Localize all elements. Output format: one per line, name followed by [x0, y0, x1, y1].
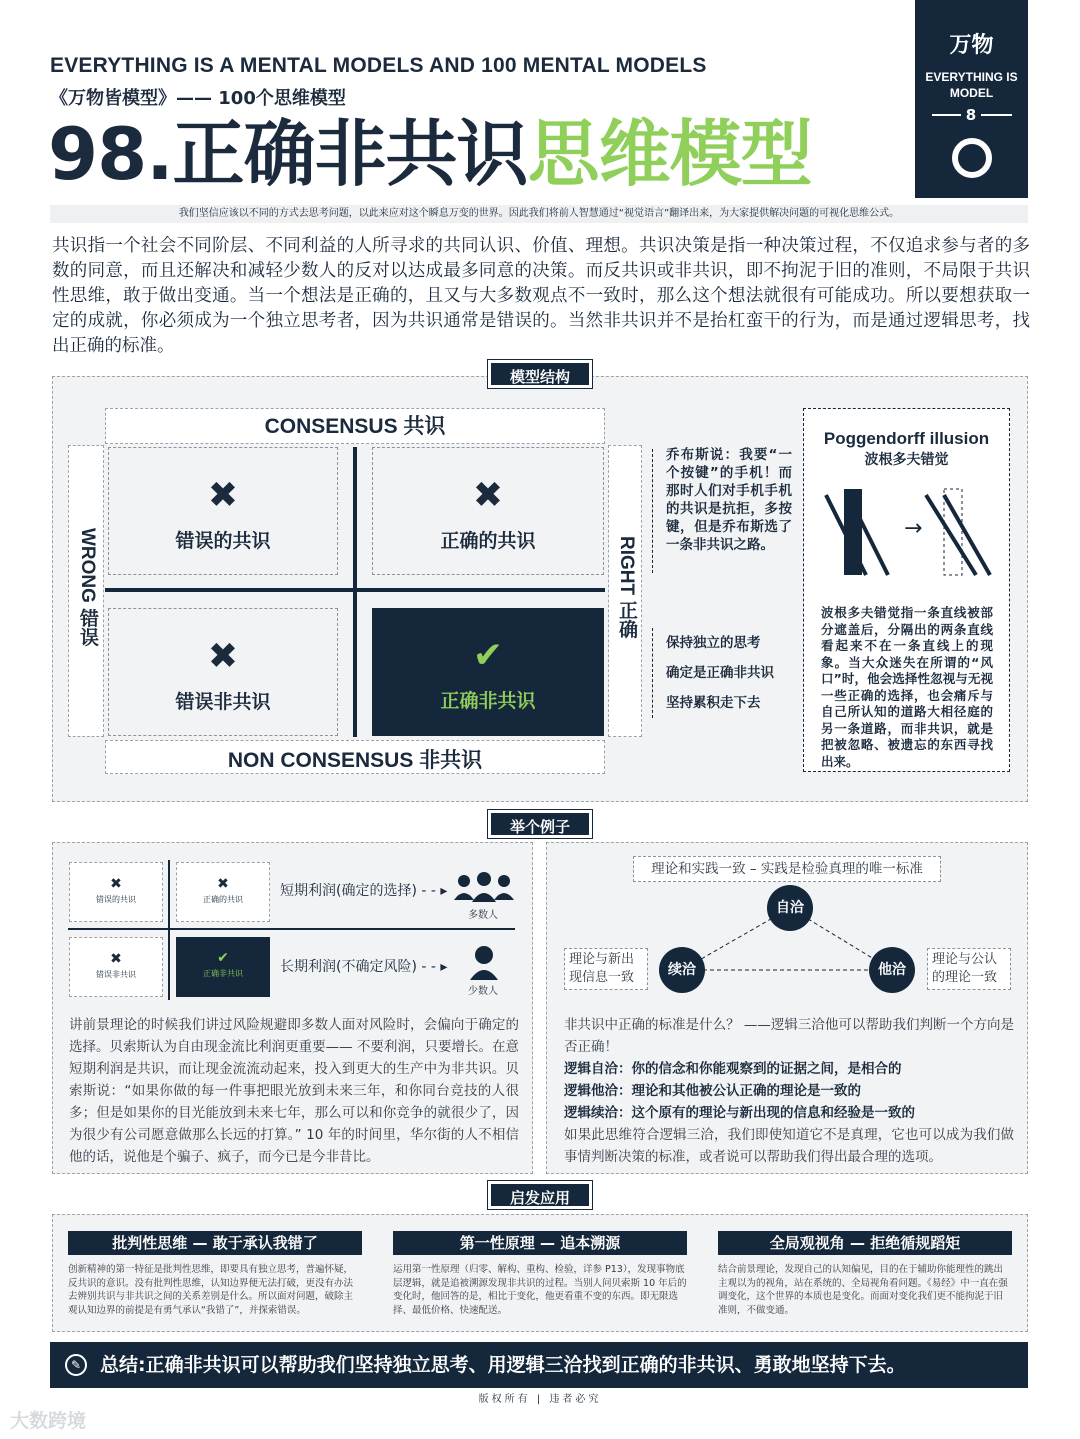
cell-wrong-consensus — [108, 447, 338, 575]
application-title-critical-thinking: 批判性思维 — 敢于承认我错了 — [68, 1231, 362, 1255]
small-cell-label: 错误非共识 — [96, 970, 136, 979]
left-axis-label: WRONG 错误 — [77, 528, 98, 647]
note-new-info: 理论与新出现信息一致 — [564, 948, 648, 990]
cross-icon: ✖ — [207, 475, 239, 516]
long-term-label: 长期利润(不确定风险) — [280, 959, 417, 975]
top-axis-label: CONSENSUS 共识 — [264, 415, 446, 438]
cross-icon: ✖ — [217, 876, 229, 892]
illusion-title-cn: 波根多夫错觉 — [864, 452, 949, 468]
page-title — [48, 112, 812, 196]
step-item: 确定是正确非共识 — [666, 665, 774, 681]
cross-icon: ✖ — [110, 876, 122, 892]
application-body-global-view: 结合前景理论，发现自己的认知偏见，目的在于辅助你能理性的跳出主观以为的视角，站在系统的、全局视角看问题。《易经》中一直在强调变化，这个世界的本质也是变化。而面对变化我们更不能拘泥于旧准则，不做变通。 — [718, 1264, 1008, 1316]
illusion-description: 波根多夫错觉指一条直线被部分遮盖后，分隔出的两条直线看起来不在一条直线上的现象。当大众迷失在所谓的“风口”时，他会选择性忽视与无视一些正确的选择，也会痛斥与自己所认知的道路大相径庭的另一条道路，而非共识，就是把被忽略、被遗忘的东西寻找出来。 — [821, 605, 993, 769]
small-cell-right-consensus — [176, 862, 270, 922]
node-other-consistent: 他洽 — [869, 947, 915, 993]
header-chinese-subtitle: 《万物皆模型》—— 100个思维模型 — [50, 88, 346, 109]
bottom-axis-label: NON CONSENSUS 非共识 — [227, 749, 483, 772]
short-term-profit — [280, 880, 447, 900]
illusion-diagram — [804, 483, 1009, 593]
logic-item — [564, 1058, 1014, 1080]
jobs-quote: 乔布斯说：我要“一个按键”的手机！而那时人们对手机手机的共识是抗拒，多按键，但是乔布斯选了一条非共识之路。 — [666, 447, 792, 553]
header-english-title: EVERYTHING IS A MENTAL MODELS AND 100 MENTAL MODELS — [50, 54, 707, 77]
page-title-main: 98.正确非共识 — [48, 112, 528, 196]
step-item: 坚持累积走下去 — [666, 695, 761, 711]
example-vertical-axis — [168, 860, 170, 1000]
long-term-profit — [280, 956, 447, 976]
small-cell-label: 错误的共识 — [96, 895, 136, 904]
illusion-box — [803, 408, 1010, 772]
summary-bar — [50, 1342, 1028, 1388]
brand-tagline: EVERYTHING IS MODEL — [925, 70, 1018, 100]
small-cell-label: 正确的共识 — [203, 895, 243, 904]
note-accepted-theory: 理论与公认的理论一致 — [927, 948, 1011, 990]
logic-key: 逻辑续洽： — [564, 1105, 632, 1121]
arrow-icon: → — [904, 516, 923, 541]
small-cell-wrong-non-consensus — [69, 937, 163, 997]
arrow-icon: - - ▸ — [416, 883, 448, 899]
brand-mark: 8 — [961, 104, 981, 126]
steps-bracket — [652, 628, 655, 718]
logic-list — [564, 1058, 1014, 1124]
copyright-notice: 版权所有 | 违者必究 — [478, 1394, 602, 1405]
node-self-consistent: 自洽 — [767, 885, 813, 931]
cross-icon: ✖ — [472, 475, 504, 516]
people-group-icon — [452, 872, 516, 902]
check-icon: ✔ — [217, 950, 229, 966]
summary-text: 总结:正确非共识可以帮助我们坚持独立思考、用逻辑三洽找到正确的非共识、勇敢地坚持下去。 — [100, 1354, 906, 1376]
watermark: 大数跨境 — [10, 1410, 87, 1432]
step-item: 保持独立的思考 — [666, 635, 761, 651]
node-continuous-consistent: 续洽 — [659, 947, 705, 993]
logic-value: 你的信念和你能观察到的证据之间，是相合的 — [631, 1061, 902, 1077]
logic-item — [564, 1080, 1014, 1102]
logic-intro: 非共识中正确的标准是什么？ ——逻辑三洽他可以帮助我们判断一个方向是否正确！ — [564, 1017, 1014, 1055]
logic-key: 逻辑他洽： — [564, 1083, 632, 1099]
person-icon — [468, 944, 500, 980]
cell-right-non-consensus — [372, 608, 604, 736]
ring-icon — [952, 138, 992, 178]
intro-banner: 我们坚信应该以不同的方式去思考问题，以此来应对这个瞬息万变的世界。因此我们将前人智慧通过“视觉语言”翻译出来，为大家提供解决问题的可视化思维公式。 — [50, 205, 1028, 223]
summary-icon: ✎ — [65, 1354, 87, 1376]
majority-label: 多数人 — [468, 910, 498, 921]
cell-label: 错误非共识 — [175, 691, 271, 713]
logic-key: 逻辑自洽： — [564, 1061, 632, 1077]
cross-icon: ✖ — [110, 951, 122, 967]
check-icon: ✔ — [472, 635, 504, 676]
brand-badge — [915, 0, 1028, 198]
application-title-global-view: 全局观视角 — 拒绝循规蹈矩 — [718, 1231, 1012, 1255]
theory-practice-title: 理论和实践一致 – 实践是检验真理的唯一标准 — [633, 856, 941, 882]
small-cell-right-non-consensus — [176, 937, 270, 997]
application-title-first-principle: 第一性原理 — 追本溯源 — [393, 1231, 687, 1255]
quote-bracket — [652, 449, 655, 573]
section-label-example: 举个例子 — [488, 810, 592, 838]
brand-logo: 万物 — [949, 33, 994, 58]
cell-label: 正确非共识 — [440, 690, 536, 712]
cell-label: 正确的共识 — [440, 530, 536, 552]
small-cell-wrong-consensus — [69, 862, 163, 922]
logic-value: 这个原有的理论与新出现的信息和经验是一致的 — [631, 1105, 915, 1121]
small-cell-label: 正确非共识 — [203, 969, 243, 978]
bezos-story: 讲前景理论的时候我们讲过风险规避即多数人面对风险时，会偏向于确定的选择。贝索斯认为自由现金流比利润更重要—— 不要利润，只要增长。在意短期利润是共识，而让现金流流动起来，投入到更大的生产中为非共识。贝索斯说：“如果你做的每一件事把眼光放到未来三年，和你同台竞技的人很多；但是如果你的目光能放到未来七年，那么可以和你竞争的就很少了，因为很少有公司愿意做那么长远的打算。” 10 年的时间里，华尔街的人不相信他的话，说他是个骗子、疯子，而今已是今非昔比。 — [69, 1017, 519, 1165]
cross-icon: ✖ — [207, 636, 239, 677]
section-label-structure: 模型结构 — [488, 360, 592, 388]
logic-value: 理论和其他被公认正确的理论是一致的 — [631, 1083, 861, 1099]
example-horizontal-axis — [68, 928, 515, 930]
logic-item — [564, 1102, 1014, 1124]
steps-list — [666, 628, 774, 718]
lead-paragraph: 共识指一个社会不同阶层、不同利益的人所寻求的共同认识、价值、理想。共识决策是指一种决策过程，不仅追求参与者的多数的同意，而且还解决和减轻少数人的反对以达成最多同意的决策。而反共识或非共识，即不拘泥于旧的准则，不局限于共识性思维，敢于做出变通。当一个想法是正确的，且又与大多数观点不一致时，那么这个想法就很有可能成功。所以要想获取一定的成就，你必须成为一个独立思考者，因为共识通常是错误的。当然非共识并不是抬杠蛮干的行为，而是通过逻辑思考，找出正确的标准。 — [52, 236, 1030, 356]
minority-label: 少数人 — [468, 986, 498, 997]
short-term-label: 短期利润(确定的选择) — [280, 883, 417, 899]
application-body-first-principle: 运用第一性原理（归零、解构、重构、检验，详参 P13），发现事物底层逻辑，就是追被溯源发现非共识的过程。当别人问贝索斯 10 年后的变化时，他回答的是，相比于变化，他更看重不变的东西。即无限选择、最低价格、快速配送。 — [393, 1264, 687, 1316]
logic-outro: 如果此思维符合逻辑三洽，我们即使知道它不是真理，它也可以成为我们做事情判断决策的标准，或者说可以帮助我们得出最合理的选项。 — [564, 1127, 1014, 1165]
cell-wrong-non-consensus — [108, 608, 338, 736]
application-body-critical-thinking: 创新精神的第一特征是批判性思维，即要具有独立思考，普遍怀疑，反共识的意识。没有批判性思维，认知边界便无法打破，更没有办法去辨别共识与非共识之间的关系差别是什么。所以面对问题，破除主观认知边界的前提是有勇气承认“我错了”，并探索错误。 — [68, 1264, 354, 1316]
arrow-icon: - - ▸ — [416, 959, 448, 975]
section-label-application: 启发应用 — [488, 1181, 592, 1209]
illusion-title-en: Poggendorff illusion — [823, 429, 990, 448]
cell-right-consensus — [372, 447, 604, 575]
page-title-accent: 思维模型 — [527, 112, 812, 196]
matrix-vertical-axis — [353, 447, 357, 737]
right-axis-label: RIGHT 正确 — [616, 536, 637, 639]
cell-label: 错误的共识 — [175, 530, 271, 552]
